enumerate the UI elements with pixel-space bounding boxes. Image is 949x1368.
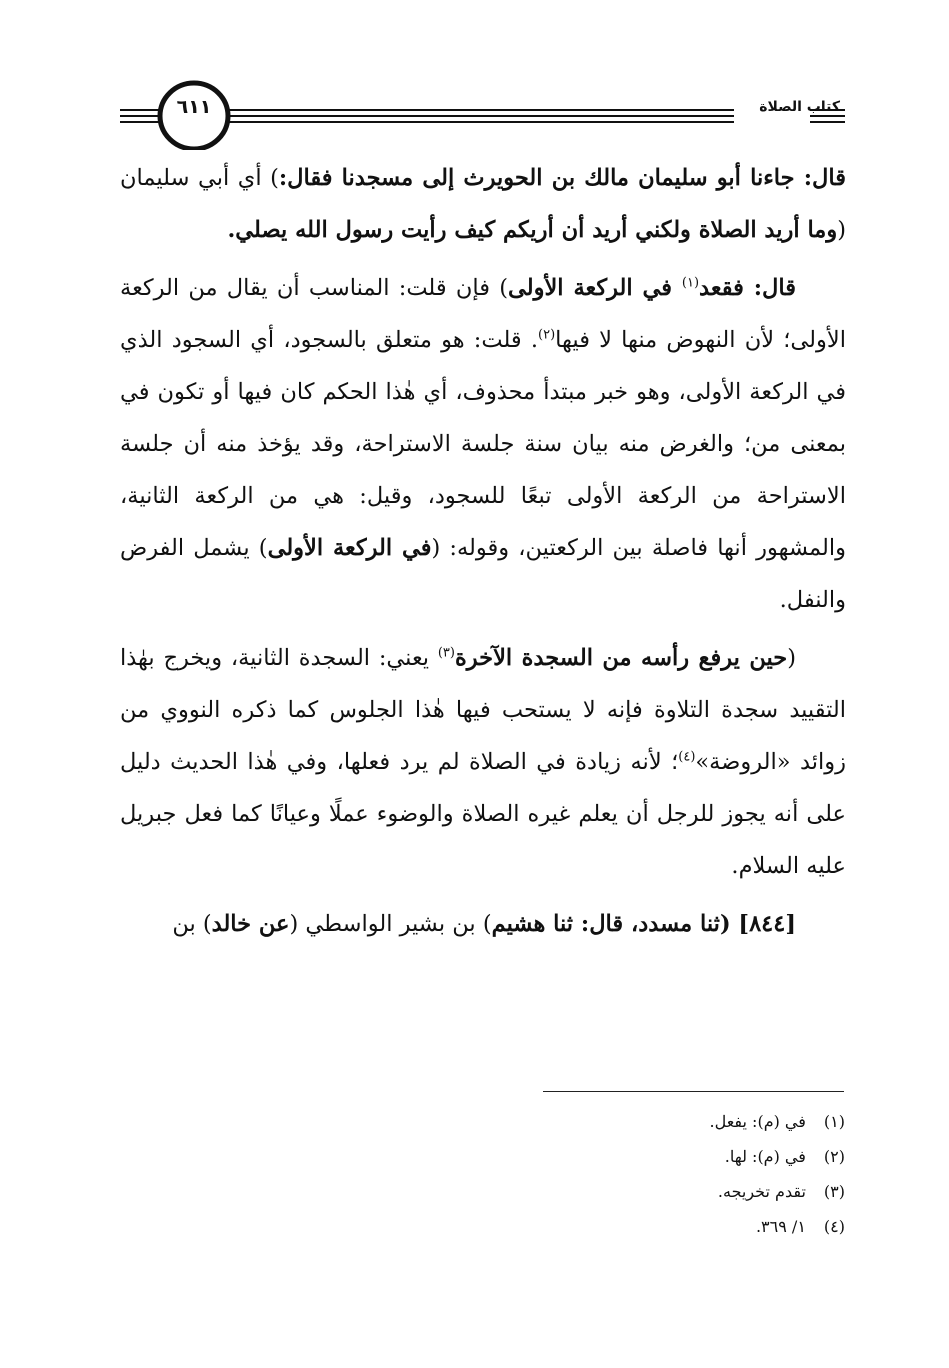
footnote-item [500, 1174, 845, 1209]
footnote-item [500, 1104, 845, 1139]
footnote-ref: (١) [681, 275, 700, 291]
footnote-text: في (م): لها. [724, 1147, 806, 1166]
footnote-item [500, 1139, 845, 1174]
plain-text: ( [787, 645, 796, 671]
bold-text: [٨٤٤] (ثنا مسدد، قال: ثنا هشيم [491, 911, 796, 937]
bold-text: في الركعة الأولى [507, 275, 682, 301]
plain-text: ) بن بشير الواسطي ( [289, 911, 492, 937]
page-header [0, 0, 949, 150]
footnote-item [500, 1209, 845, 1244]
plain-text: يعني: السجدة الثانية، ويخرج بهٰذا التقييد سجدة التلاوة فإنه لا يستحب فيها هٰذا الجلوس كما ذكره النووي من زوائد «الروضة» [120, 645, 846, 775]
bold-text: عن خالد [211, 911, 290, 937]
bold-text: قال: جاءنا أبو سليمان مالك بن الحويرث إلى مسجدنا فقال: [278, 165, 846, 191]
plain-text: ؛ لأنه زيادة في الصلاة لم يرد فعلها، وفي هٰذا الحديث دليل على أنه يجوز للرجل أن يعلم غيره الصلاة والوضوء عملًا وعيانًا كما فعل جبريل عليه السلام. [120, 749, 846, 879]
footnotes [500, 1104, 845, 1244]
bold-text: حين يرفع رأسه من السجدة الآخرة [454, 645, 788, 671]
bold-text: في الركعة الأولى [267, 535, 432, 561]
plain-text: ) بن [172, 911, 212, 937]
footnote-number: (٤) [823, 1217, 845, 1236]
page-number: ٦١١ [176, 96, 212, 118]
plain-text: . قلت: هو متعلق بالسجود، أي السجود الذي في الركعة الأولى، وهو خبر مبتدأ محذوف، أي هٰذا الحكم كان فيها أو تكون في بمعنى من؛ والغرض منه بيان سنة جلسة الاستراحة، وقد يؤخذ منه أن جلسة الاستراحة من الركعة الأولى تبعًا للسجود، وقيل: هي من الركعة الثانية، والمشهور أنها فاصلة بين الركعتين، وقوله: ( [120, 327, 847, 561]
footnote-text: في (م): يفعل. [709, 1112, 806, 1131]
bold-text: قال: فقعد [699, 275, 797, 301]
footnote-ref: (٤) [678, 749, 696, 765]
footnote-text: ١/ ٣٦٩. [755, 1217, 806, 1236]
paragraph-4 [120, 898, 846, 950]
footnote-number: (١) [823, 1112, 845, 1131]
footnote-number: (٣) [823, 1182, 845, 1201]
paragraph-3 [120, 632, 846, 892]
paragraph-1 [120, 152, 846, 256]
main-text [120, 152, 846, 956]
footnote-ref: (٣) [437, 645, 455, 661]
footnote-divider [543, 1091, 844, 1092]
plain-text: ) أي أبي سليمان ( [120, 165, 846, 243]
paragraph-2 [120, 262, 846, 626]
plain-text: ) يشمل الفرض والنفل. [120, 535, 846, 613]
footnote-ref: (٢) [538, 327, 556, 343]
footnote-text: تقدم تخريجه. [717, 1182, 806, 1201]
plain-text: ) فإن قلت: المناسب أن يقال من الركعة الأولى؛ لأن النهوض منها لا فيها [120, 275, 846, 353]
footnote-number: (٢) [823, 1147, 845, 1166]
running-title: كتاب الصلاة [759, 99, 840, 115]
bold-text: وما أريد الصلاة ولكني أريد أن أريكم كيف رأيت رسول الله يصلي. [227, 217, 838, 243]
header-ornament [0, 0, 949, 150]
